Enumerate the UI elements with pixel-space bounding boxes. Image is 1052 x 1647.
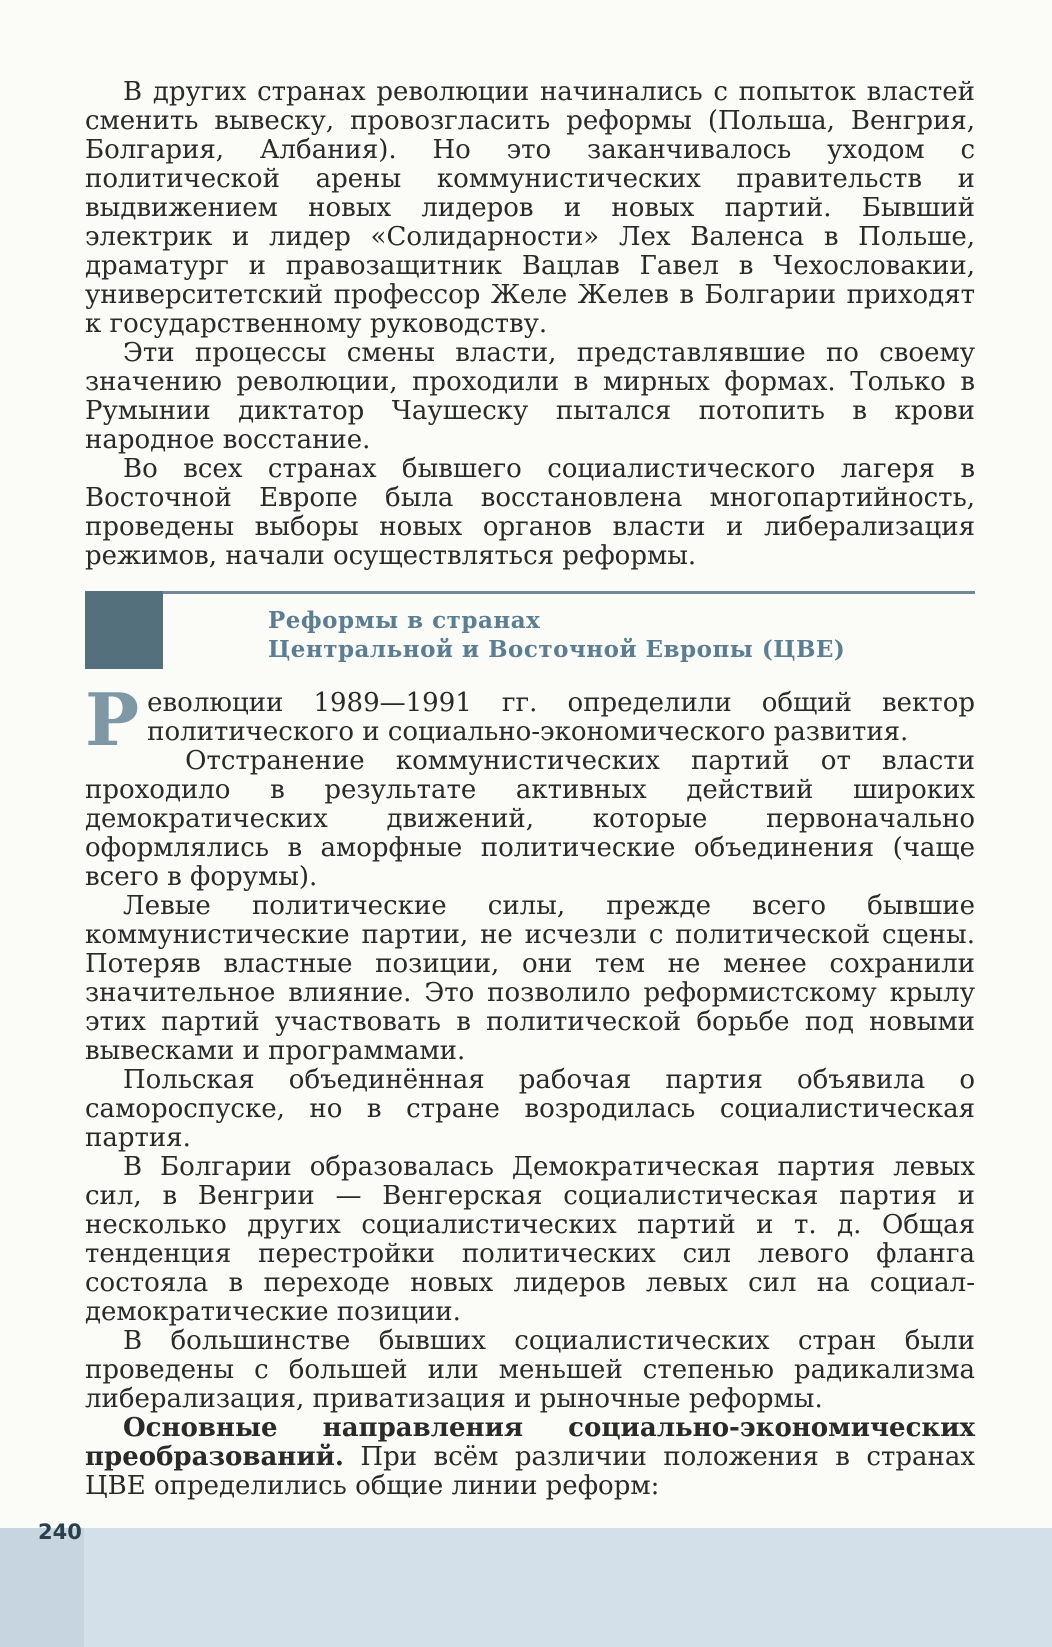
section-header [85, 591, 975, 671]
paragraph: Польская объединённая рабочая партия объявила о самороспуске, но в стране возродилась социалистическая партия. [85, 1065, 975, 1153]
drop-cap: Р [85, 677, 140, 762]
top-text-block [85, 78, 975, 571]
section-title [268, 606, 845, 664]
section-title-line-2: Центральной и Восточной Европы (ЦВЕ) [268, 636, 846, 663]
paragraph: В других странах революции начинались с попыток властей сменить вывеску, провозгласить реформы (Польша, Венгрия, Болгария, Албания). Но это заканчивалось уходом с политической арены коммунистических правительств и выдвижением новых лидеров и новых партий. Бывший электрик и лидер «Солидарности» Лех Валенса в Польше, драматург и правозащитник Вацлав Гавел в Чехословакии, университетский профессор Желе Желев в Болгарии приходят к государственному руководству. [85, 77, 975, 339]
footer-margin-strip [0, 1528, 84, 1647]
page-number: 240 [38, 1520, 82, 1544]
bold-lead-in: Основные направления социально-экономических преобразований. [85, 1413, 975, 1472]
section-title-line-1: Реформы в странах [268, 607, 541, 634]
footer-band [0, 1528, 1052, 1647]
paragraph: Эти процессы смены власти, представлявшие по своему значению революции, проходили в мирных формах. Только в Румынии диктатор Чаушеску пытался потопить в крови народное восстание. [85, 338, 975, 455]
section-marker-block [85, 591, 163, 669]
paragraph: В Болгарии образовалась Демократическая партия левых сил, в Венгрии — Венгерская социалистическая партия и несколько других социалистических партий и т. д. Общая тенденция перестройки политических сил левого фланга состояла в переходе новых лидеров левых сил на социал-демократические позиции. [85, 1152, 975, 1327]
final-paragraph [85, 1414, 975, 1501]
paragraph: Отстранение коммунистических партий от власти проходило в результате активных действий широких демократических движений, которые первоначально оформлялись в аморфные политические объединения (чаще всего в форумы). [85, 746, 975, 892]
paragraph: Во всех странах бывшего социалистического лагеря в Восточной Европе была восстановлена многопартийность, проведены выборы новых органов власти и либерализация режимов, начали осуществляться реформы. [85, 454, 975, 571]
paragraph: Левые политические силы, прежде всего бывшие коммунистические партии, не исчезли с политической сцены. Потеряв властные позиции, они тем не менее сохранили значительное влияние. Это позволило реформистскому крылу этих партий участвовать в политической борьбе под новыми вывесками и программами. [85, 891, 975, 1066]
lead-text: еволюции 1989—1991 гг. определили общий вектор политического и социально-экономического развития. [147, 688, 975, 747]
section-rule [85, 591, 975, 594]
body-text-block [85, 677, 975, 1501]
lead-paragraph [85, 677, 975, 762]
final-text: При всём различии положения в странах ЦВЕ определились общие линии реформ: [85, 1442, 975, 1501]
paragraph: В большинстве бывших социалистических стран были проведены с большей или меньшей степенью радикализма либерализация, приватизация и рыночные реформы. [85, 1326, 975, 1414]
